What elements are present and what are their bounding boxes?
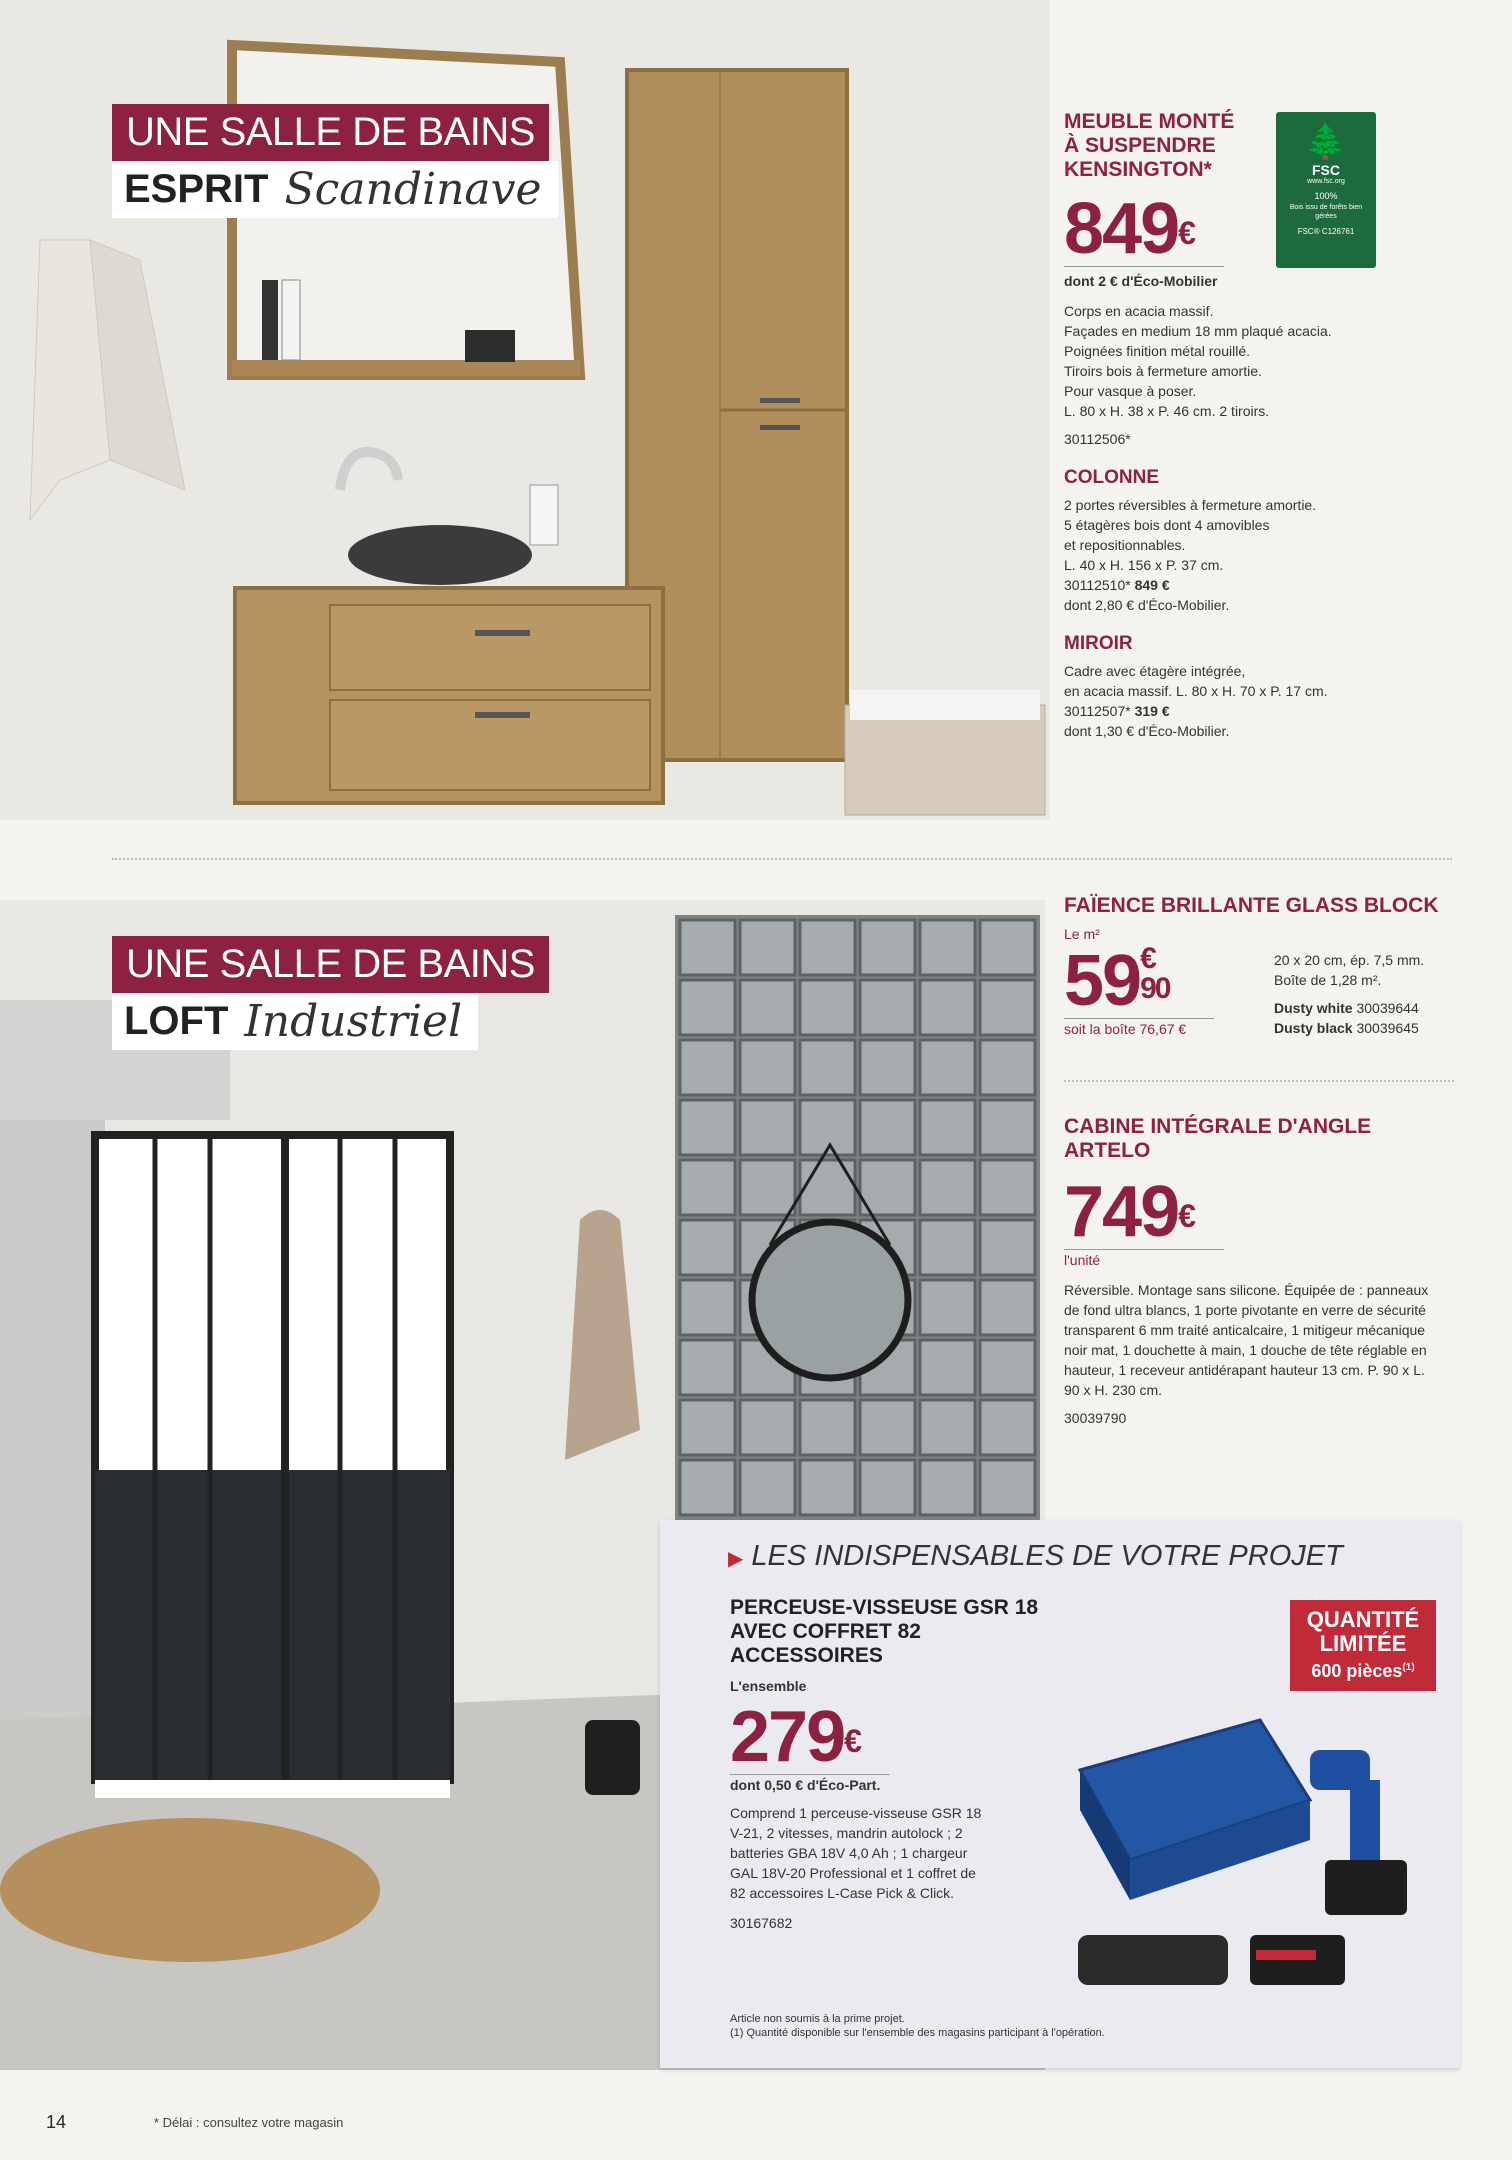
product-meuble [1064, 110, 1474, 741]
drill-kit-image [1060, 1680, 1440, 2000]
product-ref: 30167682 [730, 1915, 793, 1931]
indispensables-box [660, 1520, 1460, 2068]
fsc-site: www.fsc.org [1307, 178, 1345, 185]
product-price: 59 € 90 [1064, 941, 1170, 1021]
headline-script: Scandinave [284, 164, 542, 215]
product-desc: Réversible. Montage sans silicone. Équipée de : panneaux de fond ultra blancs, 1 porte pivotante en verre de sécurité transparent 6 mm traité anticalcaire, 1 mitigeur mécanique noir mat, 1 douchette à main, 1 douche de tête réglable en hauteur, 1 receveur antidérapant hauteur 13 cm. P. 90 x L. 90 x H. 230 cm. [1064, 1282, 1429, 1398]
headline-label: ESPRIT [124, 167, 269, 211]
product-price: 749€ [1064, 1172, 1194, 1252]
headline-line2 [112, 161, 558, 218]
product-ref: 30112506* [1064, 431, 1131, 447]
product-title: FAÏENCE BRILLANTE GLASS BLOCK [1064, 894, 1439, 917]
tree-icon: 🌲 [1304, 123, 1348, 161]
product-perceuse [730, 1596, 1060, 1933]
limited-quantity-badge: QUANTITÉ LIMITÉE 600 pièces$^{(1)}$ [1290, 1600, 1436, 1691]
product-desc: Corps en acacia massif. Façades en medium 18 mm plaqué acacia. Poignées finition métal rouillé. Tiroirs bois à fermeture amortie. Pour vasque à poser. L. 80 x H. 38 x P. 46 cm. 2 tiroirs. [1064, 303, 1332, 419]
colonne-desc: 2 portes réversibles à fermeture amortie. 5 étagères bois dont 4 amovibles et repositionnables. L. 40 x H. 156 x P. 37 cm. 30112510* 849 € dont 2,80 € d'Éco-Mobilier. [1064, 497, 1317, 613]
arrow-right-icon: ▶ [728, 1548, 744, 1570]
product-title: PERCEUSE-VISSEUSE GSR 18 AVEC COFFRET 82 ACCESSOIRES [730, 1596, 1039, 1667]
eco-text: dont 0,50 € d'Éco-Part. [730, 1777, 881, 1793]
unit-label: L'ensemble [730, 1678, 807, 1694]
product-price: 849€ [1064, 189, 1194, 269]
eco-text: dont 2 € d'Éco-Mobilier [1064, 273, 1218, 289]
product-price: 279€ [730, 1697, 860, 1777]
fsc-code: FSC® C126761 [1297, 227, 1355, 236]
miroir-desc: Cadre avec étagère intégrée, en acacia massif. L. 80 x H. 70 x P. 17 cm. 30112507* 319 € dont 1,30 € d'Éco-Mobilier. [1064, 663, 1328, 739]
headline-line1: UNE SALLE DE BAINS [112, 936, 549, 993]
unit-label: Le m² [1064, 926, 1100, 942]
headline-line1: UNE SALLE DE BAINS [112, 104, 549, 161]
headline-script: Industriel [244, 996, 463, 1047]
product-ref: 30039790 [1064, 1410, 1127, 1426]
section-divider [112, 858, 1452, 860]
fsc-name: FSC [1312, 162, 1340, 178]
footnotes: Article non soumis à la prime projet. (1) Quantité disponible sur l'ensemble des magasins participant à l'opération. [730, 2013, 1105, 2039]
product-title: MEUBLE MONTÉ À SUSPENDRE KENSINGTON* [1064, 110, 1235, 181]
footer-note: * Délai : consultez votre magasin [154, 2115, 344, 2130]
fsc-pct: 100% [1314, 191, 1338, 201]
unit-label: l'unité [1064, 1252, 1101, 1268]
product-desc: Comprend 1 perceuse-visseuse GSR 18 V-21, 2 vitesses, mandrin autolock ; 2 batteries GBA 18V 4,0 Ah ; 1 chargeur GAL 18V-20 Professional et 1 coffret de 82 accessoires L-Case Pick & Click. [730, 1805, 982, 1901]
fsc-text: Bois issu de forêts bien gérées [1289, 204, 1363, 220]
headline-line2 [112, 993, 478, 1050]
page-number: 14 [46, 2112, 67, 2132]
headline-tag-loft [112, 936, 549, 1050]
faience-specs: 20 x 20 cm, ép. 7,5 mm. Boîte de 1,28 m². Dusty white 30039644 Dusty black 30039645 [1274, 952, 1425, 1036]
product-title: CABINE INTÉGRALE D'ANGLE ARTELO [1064, 1115, 1372, 1162]
colonne-title: COLONNE [1064, 467, 1159, 488]
section-divider [1064, 1080, 1454, 1082]
product-faience [1064, 894, 1484, 1039]
headline-tag-scandinave [112, 104, 558, 218]
box-price: soit la boîte 76,67 € [1064, 1021, 1187, 1037]
product-cabine [1064, 1115, 1444, 1428]
indispensables-heading: ▶ LES INDISPENSABLES DE VOTRE PROJET [728, 1540, 1343, 1572]
headline-label: LOFT [124, 999, 229, 1043]
miroir-title: MIROIR [1064, 633, 1133, 654]
